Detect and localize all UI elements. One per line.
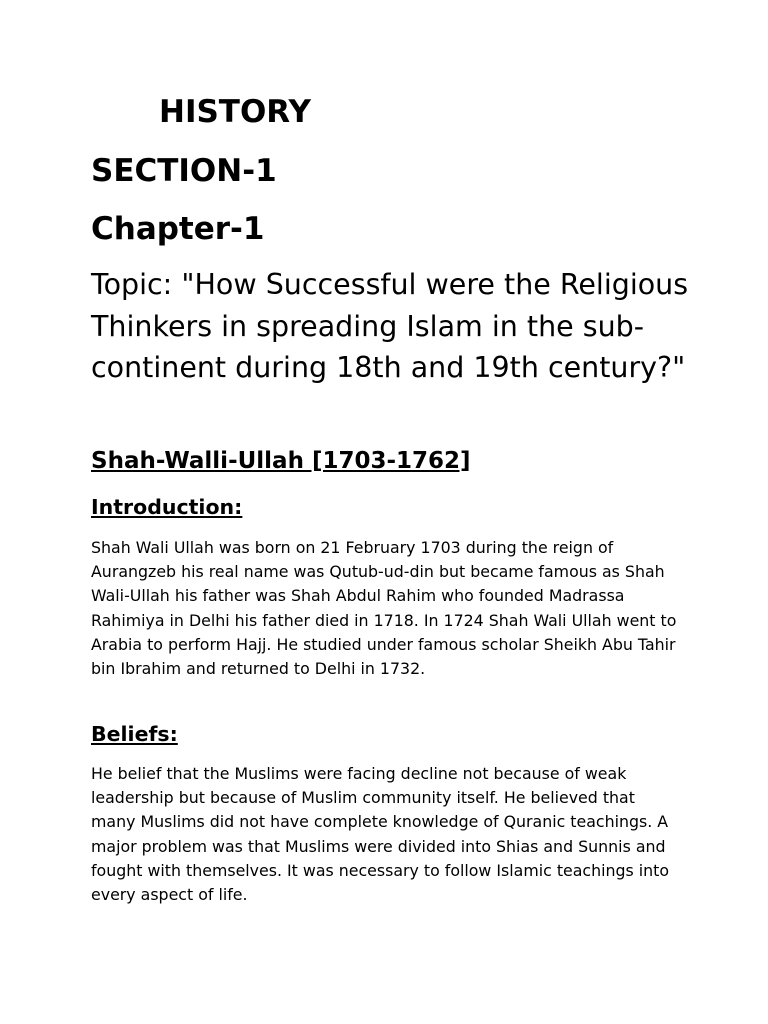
topic-text: Topic: "How Successful were the Religious Thinkers in spreading Islam in the sub-continent during 18th and 19th century?" — [91, 268, 689, 384]
chapter-heading: Chapter-1 — [91, 211, 265, 247]
introduction-paragraph: Shah Wali Ullah was born on 21 February 1703 during the reign of Aurangzeb his real name was Qutub-ud-din but became famous as Shah Wali-Ullah his father was Shah Abdul Rahim who founded Madrassa Rahimiya in Delhi his father died in 1718. In 1724 Shah Wali Ullah went to Arabia to perform Hajj. He studied under famous scholar Sheikh Abu Tahir bin Ibrahim and returned to Delhi in 1732. — [91, 538, 677, 679]
section-heading: SECTION-1 — [91, 153, 277, 189]
document-title: HISTORY — [159, 94, 311, 130]
beliefs-paragraph: He belief that the Muslims were facing decline not because of weak leadership but because of Muslim community itself. He believed that many Muslims did not have complete knowledge of Quranic teachings. A major problem was that Muslims were divided into Shias and Sunnis and fought with themselves. It was necessary to follow Islamic teachings into every aspect of life. — [91, 764, 670, 905]
beliefs-heading: Beliefs: — [91, 722, 178, 746]
person-heading: Shah-Walli-Ullah [1703-1762] — [91, 448, 471, 474]
introduction-heading: Introduction: — [91, 495, 243, 519]
